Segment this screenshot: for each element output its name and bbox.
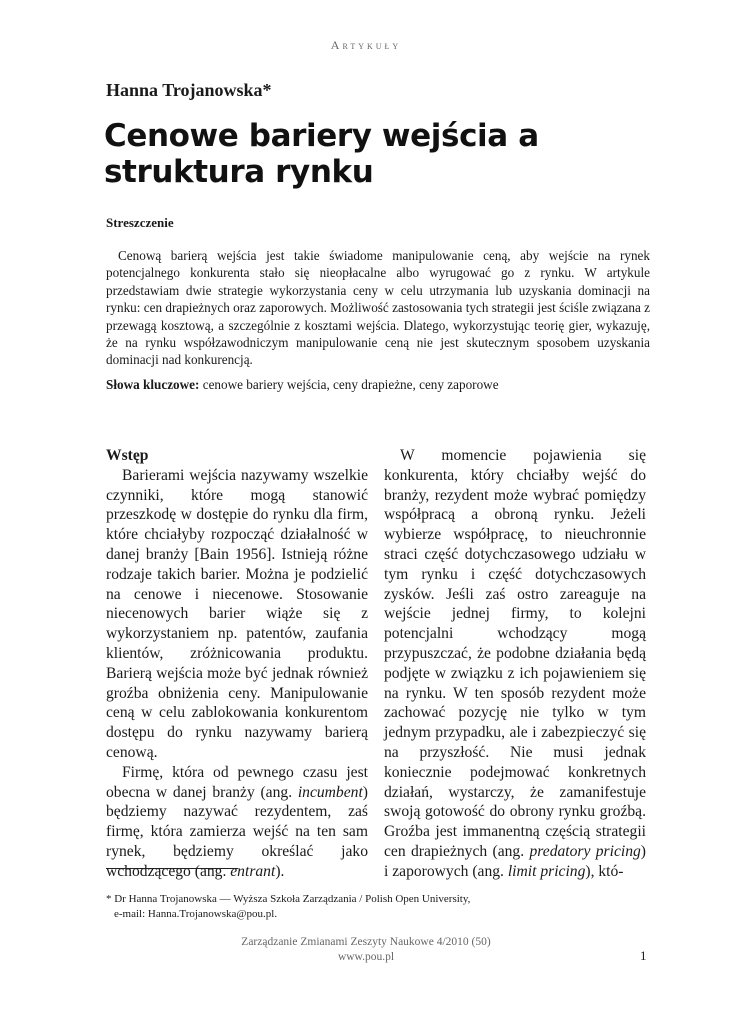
term-incumbent: incumbent [297, 783, 363, 801]
section-heading-intro: Wstęp [106, 447, 149, 464]
article-title: Cenowe bariery wejścia a struktura rynku [104, 118, 539, 190]
footnote-separator [106, 868, 238, 869]
footnote-line-1: * Dr Hanna Trojanowska — Wyższa Szkoła Zarządzania / Polish Open University, [106, 893, 471, 905]
term-limit-pricing: limit pricing [507, 862, 586, 880]
website-link[interactable]: www.pou.pl [337, 951, 395, 963]
text-run: ), któ- [585, 862, 624, 880]
left-column [106, 446, 368, 882]
footnote [106, 892, 666, 922]
article-author: Hanna Trojanowska* [106, 80, 272, 100]
page-number: 1 [640, 948, 647, 963]
footnote-line-2: e-mail: Hanna.Trojanowska@pou.pl. [114, 908, 278, 920]
text-run: W momencie pojawienia się konkurenta, który chciałby wejść do branży, rezydent może wybrać pomiędzy współpracą a obroną rynku. Jeżeli wybierze współpracę, to nieuchronnie straci część dotychczasowego udziału w tym rynku i część dotychczasowych zysków. Jeśli zaś ostro zareaguje na wejście jednej firmy, to kolejni potencjalni wchodzący mogą przypuszczać, że podobne działania będą podjęte w związku z ich pojawieniem się na rynku. W ten sposób rezydent może zachować pozycję nie tylko w tym jednym przypadku, ale i zabezpieczyć się na przyszłość. Nie musi jednak koniecznie podejmować konkretnych działań, wystarczy, że zamanifestuje swoją gotowość do obrony rynku groźbą. Groźba jest immanentną częścią strategii cen drapieżnych (ang. [384, 447, 646, 860]
keywords-label: Słowa kluczowe: [106, 377, 200, 392]
journal-name: Zarządzanie Zmianami Zeszyty Naukowe 4/2010 (50) [241, 936, 491, 948]
right-paragraph-1 [384, 446, 646, 882]
left-paragraph-2 [106, 763, 368, 882]
running-header: Artykuły [330, 38, 402, 52]
text-run: ) i zaporowych (ang. [384, 842, 646, 880]
left-paragraph-1: Barierami wejścia nazywamy wszelkie czynniki, które mogą stanowić przeszkodę w dostępie do rynku dla firm, które chciałyby rozpocząć działalność w danej branży [Bain 1956]. Istnieją różne rodzaje takich barier. Można je podzielić na cenowe i niecenowe. Stosowanie niecenowych barier wiąże się z wykorzystaniem np. patentów, zaufania klientów, zróżnicowania produktu. Barierą wejścia może być jednak również groźba obniżenia ceny. Manipulowanie ceną w celu zablokowania konkurentom dostępu do rynku nazywamy barierą cenową. [106, 466, 368, 761]
text-run: Firmę, która od pewnego czasu jest obecna w danej branży (ang. [106, 763, 368, 801]
keywords-list: cenowe bariery wejścia, ceny drapieżne, ceny zaporowe [202, 377, 499, 392]
abstract-text: Cenową barierą wejścia jest takie świadome manipulowanie ceną, aby wejście na rynek potencjalnego konkurenta stało się nieopłacalne albo wyrugować go z rynku. W artykule przedstawiam dwie strategie wykorzystania ceny w celu utrzymania lub uzyskania dominacji na rynku: cen drapieżnych oraz zaporowych. Możliwość zastosowania tych strategii jest ściśle związana z przewagą kosztową, a szczególnie z kosztami wejścia. Dlatego, wykorzystując teorię gier, wykazuję, że na rynku współzawodniczym manipulowanie ceną nie jest skutecznym sposobem uzyskania dominacji nad konkurencją. [106, 248, 650, 368]
term-entrant: entrant [230, 862, 276, 880]
text-run: ). [275, 862, 285, 880]
text-run: ) będziemy nazywać rezydentem, zaś firmę, która zamierza wejść na ten sam rynek, będziemy określać jako wchodzącego (ang. [106, 783, 368, 880]
term-predatory-pricing: predatory pricing [529, 842, 641, 860]
keywords [106, 376, 650, 393]
abstract-heading: Streszczenie [106, 215, 174, 230]
right-column [384, 446, 646, 882]
page-footer [0, 935, 732, 965]
